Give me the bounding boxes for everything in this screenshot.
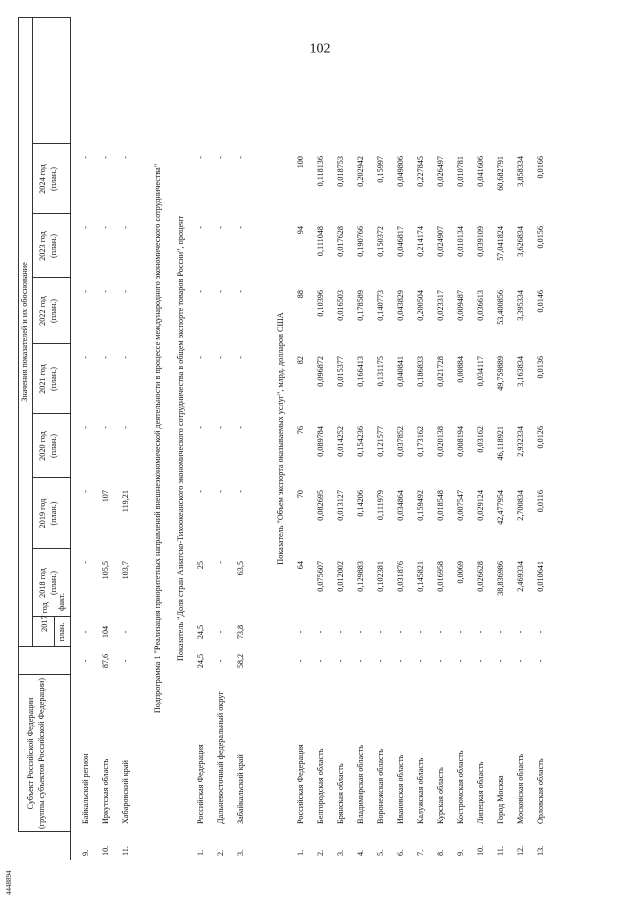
- table-rule: [70, 17, 71, 860]
- row-value: 0,026497: [436, 156, 445, 187]
- row-subject: Курская область: [436, 767, 445, 824]
- row-value: 88: [296, 290, 305, 299]
- row-value: -: [101, 226, 110, 229]
- row-value: -: [81, 490, 90, 493]
- row-value: 0,007547: [456, 490, 465, 521]
- row-value: -: [196, 290, 205, 293]
- row-value: 0,020138: [436, 426, 445, 457]
- row-subject: Орловская область: [536, 758, 545, 824]
- row-number: 3.: [236, 849, 245, 856]
- row-value: -: [336, 630, 345, 634]
- row-value: 0,131175: [376, 356, 385, 387]
- row-value: -: [81, 226, 90, 229]
- row-value: 73,8: [236, 624, 245, 640]
- row-subject: Владимирская область: [356, 744, 365, 824]
- row-number: 5.: [376, 849, 385, 856]
- row-value: 0,150372: [376, 226, 385, 257]
- row-value: 0,034864: [396, 490, 405, 521]
- row-value: -: [81, 630, 90, 634]
- row-subject: Ивановская область: [396, 754, 405, 824]
- row-value: -: [216, 356, 225, 359]
- header-year-2020: 2020 год: [38, 431, 47, 461]
- header-plan-note: (план.): [49, 367, 58, 391]
- row-value: 94: [296, 226, 305, 235]
- row-value: -: [236, 426, 245, 429]
- row-value: 0,140773: [376, 290, 385, 321]
- header-year-2022: 2022 год: [38, 296, 47, 326]
- row-value: -: [516, 630, 525, 634]
- row-value: 38,836986: [496, 561, 505, 596]
- row-value: 0,159492: [416, 490, 425, 521]
- row-value: 3,626834: [516, 226, 525, 257]
- row-value: 0,031876: [396, 561, 405, 592]
- row-value: 100: [296, 156, 305, 169]
- row-subject: Липецкая область: [476, 761, 485, 824]
- row-value: 0,010781: [456, 156, 465, 187]
- row-value: -: [216, 156, 225, 159]
- row-value: -: [216, 490, 225, 493]
- row-value: 0,008194: [456, 426, 465, 457]
- row-value: 0,029124: [476, 490, 485, 521]
- row-subject: Хабаровский край: [121, 760, 130, 824]
- header-year-2017: 2017 год: [40, 602, 49, 632]
- row-value: 0,202942: [356, 156, 365, 187]
- header-subject: (группы субъектов Российской Федерации): [37, 678, 46, 829]
- indicator-title: Показатель "Доля стран Азиатско-Тихоокеанского экономического сотрудничества в общем экспорте товаров России", процент: [176, 215, 185, 662]
- row-value: 0,026628: [476, 561, 485, 592]
- row-value: 42,477954: [496, 490, 505, 525]
- row-value: -: [101, 356, 110, 359]
- header-year-2018: 2018 год: [38, 568, 47, 598]
- row-value: 0,121577: [376, 426, 385, 457]
- row-value: 0,009487: [456, 290, 465, 321]
- row-value: 0,00884: [456, 356, 465, 383]
- row-value: -: [236, 490, 245, 493]
- row-value: -: [236, 290, 245, 293]
- header-plan-note: (план.): [49, 234, 58, 258]
- row-value: 0,0069: [456, 561, 465, 584]
- header-fact: факт.: [57, 593, 66, 611]
- row-value: 0,0116: [536, 490, 545, 513]
- row-value: 0,021728: [436, 356, 445, 387]
- header-year-2024: 2024 год: [38, 164, 47, 194]
- header-values-group: Значения показателей и их обоснование: [20, 262, 29, 402]
- row-value: 24,5: [196, 653, 205, 669]
- row-number: 1.: [296, 849, 305, 856]
- row-value: -: [216, 630, 225, 634]
- row-value: 0,010641: [536, 561, 545, 592]
- row-value: 0,024907: [436, 226, 445, 257]
- row-value: 0,016503: [336, 290, 345, 321]
- header-plan-note: (план.): [49, 167, 58, 191]
- row-value: 70: [296, 490, 305, 499]
- row-value: 0,036613: [476, 290, 485, 321]
- table-rule: [32, 17, 33, 647]
- row-value: 0,075607: [316, 561, 325, 592]
- row-number: 6.: [396, 849, 405, 856]
- row-value: -: [101, 290, 110, 293]
- row-subject: Дальневосточный федеральный округ: [216, 691, 225, 824]
- row-value: -: [81, 356, 90, 359]
- row-value: 82: [296, 356, 305, 365]
- row-value: 0,017628: [336, 226, 345, 257]
- row-value: -: [436, 659, 445, 663]
- header-plan-note: (план.): [49, 434, 58, 458]
- row-number: 13.: [536, 845, 545, 856]
- row-value: -: [121, 226, 130, 229]
- row-value: -: [101, 156, 110, 159]
- row-value: -: [196, 156, 205, 159]
- row-value: 25: [196, 561, 205, 570]
- row-value: -: [536, 630, 545, 634]
- row-value: -: [216, 290, 225, 293]
- header-plan-note: (план.): [49, 299, 58, 323]
- row-value: -: [516, 659, 525, 663]
- row-subject: Брянская область: [336, 763, 345, 824]
- row-value: 0,0156: [536, 226, 545, 249]
- header-plan-note: (план.): [49, 501, 58, 526]
- row-value: 0,111979: [376, 490, 385, 521]
- row-value: 0,178589: [356, 290, 365, 321]
- row-value: -: [121, 290, 130, 293]
- row-value: -: [81, 561, 90, 564]
- row-value: -: [196, 490, 205, 493]
- row-value: -: [476, 659, 485, 663]
- row-number: 8.: [436, 849, 445, 856]
- row-subject: Костромская область: [456, 750, 465, 824]
- row-value: -: [536, 659, 545, 663]
- row-number: 4.: [356, 849, 365, 856]
- row-number: 10.: [101, 845, 110, 856]
- row-value: -: [121, 356, 130, 359]
- row-value: -: [196, 426, 205, 429]
- row-value: 49,759889: [496, 356, 505, 391]
- row-value: -: [476, 630, 485, 634]
- row-value: 0,039109: [476, 226, 485, 257]
- row-value: 87,6: [101, 653, 110, 669]
- row-value: -: [236, 356, 245, 359]
- row-subject: Российская Федерация: [296, 744, 305, 824]
- row-value: -: [416, 659, 425, 663]
- row-value: 0,018753: [336, 156, 345, 187]
- row-value: 0,023317: [436, 290, 445, 321]
- row-value: -: [336, 659, 345, 663]
- row-value: -: [316, 659, 325, 663]
- row-value: -: [236, 156, 245, 159]
- row-value: 2,469334: [516, 561, 525, 592]
- row-number: 2.: [316, 849, 325, 856]
- row-number: 9.: [456, 849, 465, 856]
- row-value: 0,043829: [396, 290, 405, 321]
- row-value: 58,2: [236, 653, 245, 669]
- row-value: 0,200504: [416, 290, 425, 321]
- row-value: 0,046817: [396, 226, 405, 257]
- table-rule: [18, 17, 19, 832]
- row-value: -: [296, 630, 305, 634]
- row-value: 0,0126: [536, 426, 545, 449]
- row-value: 0,227845: [416, 156, 425, 187]
- row-value: -: [216, 226, 225, 229]
- row-number: 10.: [476, 845, 485, 856]
- row-value: 0,166413: [356, 356, 365, 387]
- row-value: -: [456, 659, 465, 663]
- row-value: 0,015377: [336, 356, 345, 387]
- row-number: 11.: [496, 846, 505, 856]
- row-value: 0,034117: [476, 356, 485, 387]
- row-value: 0,0136: [536, 356, 545, 379]
- row-value: -: [496, 630, 505, 634]
- header-year-2021: 2021 год: [38, 364, 47, 394]
- row-value: 0,118136: [316, 156, 325, 187]
- row-value: 0,018548: [436, 490, 445, 521]
- row-value: 0,186833: [416, 356, 425, 387]
- row-value: -: [236, 226, 245, 229]
- row-subject: Забайкальский край: [236, 754, 245, 824]
- row-value: 0,145821: [416, 561, 425, 592]
- row-value: -: [81, 156, 90, 159]
- row-value: 0,111048: [316, 226, 325, 257]
- row-value: 0,0166: [536, 156, 545, 179]
- row-value: 0,214174: [416, 226, 425, 257]
- row-value: -: [196, 226, 205, 229]
- row-value: -: [81, 659, 90, 663]
- row-number: 1.: [196, 849, 205, 856]
- row-value: 0,096872: [316, 356, 325, 387]
- page-number-text: 102: [309, 42, 331, 57]
- row-value: 0,15997: [376, 156, 385, 183]
- row-subject: Воронежская область: [376, 749, 385, 824]
- row-subject: Российская Федерация: [196, 744, 205, 824]
- row-value: 2,932334: [516, 426, 525, 457]
- row-number: 12.: [516, 845, 525, 856]
- row-value: 0,016958: [436, 561, 445, 592]
- row-value: -: [356, 630, 365, 634]
- row-value: 0,082695: [316, 490, 325, 521]
- row-value: -: [121, 659, 130, 663]
- row-value: 0,014252: [336, 426, 345, 457]
- row-value: 0,040841: [396, 356, 405, 387]
- row-value: -: [316, 630, 325, 634]
- row-subject: Иркутская область: [101, 758, 110, 824]
- row-value: 105,5: [101, 561, 110, 580]
- row-number: 9.: [81, 849, 90, 856]
- row-value: -: [196, 356, 205, 359]
- row-value: 0,037852: [396, 426, 405, 457]
- row-value: 57,041824: [496, 226, 505, 261]
- row-value: -: [356, 659, 365, 663]
- row-number: 7.: [416, 849, 425, 856]
- row-value: 103,7: [121, 561, 130, 580]
- row-value: -: [121, 426, 130, 429]
- row-value: 76: [296, 426, 305, 435]
- row-value: -: [456, 630, 465, 634]
- row-value: -: [376, 659, 385, 663]
- row-value: 0,03162: [476, 426, 485, 453]
- row-value: 0,129883: [356, 561, 365, 592]
- row-value: 0,173162: [416, 426, 425, 457]
- row-value: 53,400856: [496, 290, 505, 325]
- row-number: 3.: [336, 849, 345, 856]
- row-value: -: [396, 630, 405, 634]
- row-value: 0,010134: [456, 226, 465, 257]
- row-subject: Байкальский регион: [81, 753, 90, 824]
- header-year-2019: 2019 год: [38, 498, 47, 529]
- row-value: 0,049806: [396, 156, 405, 187]
- row-value: 0,089784: [316, 426, 325, 457]
- row-number: 2.: [216, 849, 225, 856]
- header-subject: Субъект Российской Федерации: [26, 697, 35, 810]
- row-value: 0,154236: [356, 426, 365, 457]
- row-value: 24,5: [196, 624, 205, 640]
- row-value: 0,012002: [336, 561, 345, 592]
- row-number: 11.: [121, 846, 130, 856]
- row-subject: Московская область: [516, 753, 525, 824]
- subprogram-title: Подпрограмма 1 "Реализация приоритетных направлений внешнеэкономической деятельности в процессе международного экономического сотрудничества": [153, 163, 162, 714]
- row-value: 0,0146: [536, 290, 545, 313]
- row-value: -: [216, 659, 225, 663]
- row-value: -: [376, 630, 385, 634]
- header-year-2023: 2023 год: [38, 231, 47, 261]
- header-plan-note: (план.): [49, 571, 58, 595]
- row-subject: Калужская область: [416, 757, 425, 824]
- row-value: 0,013127: [336, 490, 345, 521]
- row-value: 3,395334: [516, 290, 525, 321]
- document-id: 4448894: [5, 870, 13, 895]
- row-value: 107: [101, 490, 110, 503]
- row-value: 46,118921: [496, 426, 505, 461]
- row-value: 0,041606: [476, 156, 485, 187]
- row-value: -: [496, 659, 505, 663]
- row-value: 119,21: [121, 490, 130, 513]
- row-value: -: [416, 630, 425, 634]
- row-value: 0,14206: [356, 490, 365, 517]
- row-value: 3,163834: [516, 356, 525, 387]
- row-value: -: [216, 561, 225, 564]
- row-value: -: [81, 290, 90, 293]
- row-value: 2,700834: [516, 490, 525, 521]
- data-table: [18, 17, 622, 860]
- row-subject: Белгородская область: [316, 748, 325, 824]
- row-value: 0,10396: [316, 290, 325, 317]
- table-rule: [54, 617, 55, 647]
- row-value: 0,190766: [356, 226, 365, 257]
- indicator-title: Показатель "Объем экспорта оказываемых услуг", млрд. долларов США: [276, 312, 285, 565]
- row-value: -: [296, 659, 305, 663]
- row-value: -: [121, 630, 130, 634]
- row-value: -: [396, 659, 405, 663]
- row-value: 0,102381: [376, 561, 385, 592]
- row-value: -: [81, 426, 90, 429]
- row-value: 64: [296, 561, 305, 570]
- row-value: -: [121, 156, 130, 159]
- row-value: 63,5: [236, 561, 245, 576]
- row-value: -: [436, 630, 445, 634]
- row-subject: Город Москва: [496, 775, 505, 824]
- row-value: 60,682791: [496, 156, 505, 191]
- row-value: -: [216, 426, 225, 429]
- row-value: -: [101, 426, 110, 429]
- header-plan: план.: [57, 622, 66, 642]
- row-value: 104: [101, 625, 110, 639]
- row-value: 3,858334: [516, 156, 525, 187]
